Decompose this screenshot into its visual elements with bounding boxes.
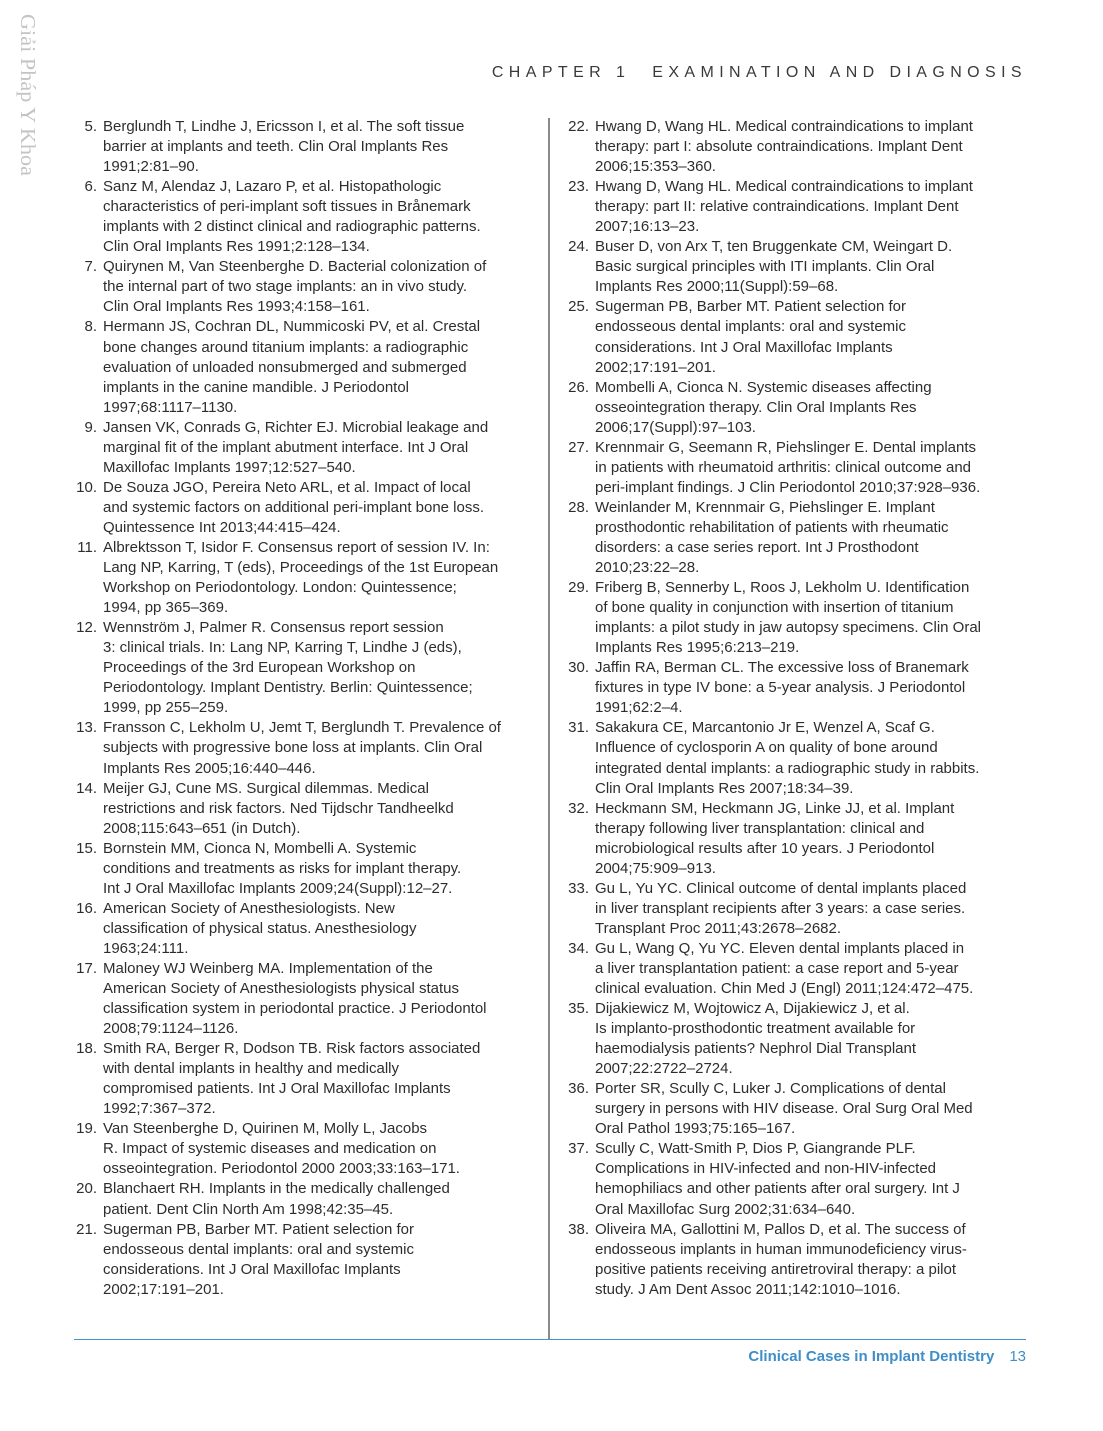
reference-number: 34. — [568, 939, 589, 957]
reference-number: 28. — [568, 498, 589, 516]
reference-text: Jaffin RA, Berman CL. The excessive loss of Branemark fixtures in type IV bone: a 5-year analysis. J Periodontol 1991;62:2–4. — [595, 659, 969, 717]
chapter-title: EXAMINATION AND DIAGNOSIS — [652, 64, 1027, 81]
reference-item — [566, 117, 1028, 177]
reference-item — [566, 658, 1028, 718]
reference-number: 35. — [568, 1000, 589, 1018]
reference-text: Oliveira MA, Gallottini M, Pallos D, et al. The success of endosseous implants in human immunodeficiency virus- positive patients receiving antiretroviral therapy: a pilot study. J Am Dent Assoc 2011;142:1010–1016. — [595, 1220, 967, 1298]
reference-number: 16. — [76, 899, 97, 917]
reference-item — [566, 498, 1028, 578]
reference-number: 10. — [76, 478, 97, 496]
reference-item — [74, 718, 534, 778]
reference-text: Albrektsson T, Isidor F. Consensus report of session IV. In: Lang NP, Karring, T (eds), Proceedings of the 1st European Workshop on Periodontology. London: Quintessence; 1994, pp 365–369. — [103, 538, 499, 617]
reference-text: Gu L, Wang Q, Yu YC. Eleven dental implants placed in a liver transplantation patient: a case report and 5-year clinical evaluation. Chin Med J (Engl) 2011;124:472–475. — [595, 939, 974, 998]
reference-text: American Society of Anesthesiologists. New classification of physical status. Anesthesiology 1963;24:111. — [103, 899, 417, 957]
reference-text: Dijakiewicz M, Wojtowicz A, Dijakiewicz J, et al. Is implanto-prosthodontic treatment available for haemodialysis patients? Nephrol Dial Transplant 2007;22:2722–2724. — [595, 1000, 917, 1078]
reference-number: 37. — [568, 1140, 589, 1158]
reference-item — [74, 538, 534, 618]
reference-number: 33. — [568, 879, 589, 897]
reference-text: Hwang D, Wang HL. Medical contraindications to implant therapy: part II: relative contraindications. Implant Dent 2007;16:13–23. — [595, 178, 973, 236]
book-title: Clinical Cases in Implant Dentistry — [748, 1348, 995, 1365]
reference-text: Heckmann SM, Heckmann JG, Linke JJ, et al. Implant therapy following liver transplantation: clinical and microbiological results after 10 years. J Periodontol 2004;75:909–913. — [595, 799, 955, 877]
reference-number: 17. — [76, 959, 97, 977]
reference-item — [74, 117, 534, 177]
reference-item — [566, 578, 1028, 658]
reference-item — [74, 1039, 534, 1119]
reference-number: 31. — [568, 719, 589, 737]
reference-item — [566, 1220, 1028, 1300]
reference-text: Sakakura CE, Marcantonio Jr E, Wenzel A, Scaf G. Influence of cyclosporin A on quality of bone around integrated dental implants: a radiographic study in rabbits. Clin Oral Implants Res 2007;18:34–39. — [595, 719, 980, 797]
reference-item — [74, 779, 534, 839]
reference-text: Wennström J, Palmer R. Consensus report session 3: clinical trials. In: Lang NP, Karring T, Lindhe J (eds), Proceedings of the 3rd European Workshop on Periodontology. Implant Dentistry. Berlin: Quintessence; 1999, pp 255–259. — [103, 619, 473, 717]
reference-number: 8. — [84, 318, 97, 336]
reference-text: Hwang D, Wang HL. Medical contraindications to implant therapy: part I: absolute contraindications. Implant Dent 2006;15:353–360. — [595, 118, 973, 176]
reference-item — [566, 879, 1028, 939]
reference-number: 18. — [76, 1040, 97, 1058]
watermark-text: Giải Pháp Y Khoa — [16, 14, 40, 167]
reference-number: 5. — [84, 118, 97, 135]
reference-number: 14. — [76, 779, 97, 797]
reference-item — [566, 237, 1028, 297]
reference-item — [74, 478, 534, 538]
reference-number: 36. — [568, 1080, 589, 1098]
reference-item — [566, 1139, 1028, 1219]
reference-text: Bornstein MM, Cionca N, Mombelli A. Systemic conditions and treatments as risks for implant therapy. Int J Oral Maxillofac Implants 2009;24(Suppl):12–27. — [103, 839, 462, 897]
page-footer — [748, 1348, 1026, 1365]
reference-item — [566, 718, 1028, 798]
reference-text: Jansen VK, Conrads G, Richter EJ. Microbial leakage and marginal fit of the implant abutment interface. Int J Oral Maxillofac Implants 1997;12:527–540. — [103, 418, 489, 476]
reference-item — [74, 959, 534, 1039]
reference-text: Porter SR, Scully C, Luker J. Complications of dental surgery in persons with HIV disease. Oral Surg Oral Med Oral Pathol 1993;75:165–167. — [595, 1080, 973, 1138]
reference-text: Mombelli A, Cionca N. Systemic diseases affecting osseointegration therapy. Clin Oral Implants Res 2006;17(Suppl):97–103. — [595, 378, 932, 436]
reference-number: 38. — [568, 1220, 589, 1238]
reference-item — [566, 177, 1028, 237]
reference-item — [566, 438, 1028, 498]
reference-text: De Souza JGO, Pereira Neto ARL, et al. Impact of local and systemic factors on additional peri-implant bone loss. Quintessence Int 2013;44:415–424. — [103, 478, 485, 536]
reference-number: 11. — [77, 538, 97, 556]
page-number: 13 — [1009, 1348, 1026, 1365]
reference-number: 12. — [76, 619, 97, 637]
reference-number: 21. — [76, 1220, 97, 1238]
reference-text: Quirynen M, Van Steenberghe D. Bacterial colonization of the internal part of two stage implants: an in vivo study. Clin Oral Implants Res 1993;4:158–161. — [103, 258, 487, 316]
reference-item — [74, 418, 534, 478]
reference-text: Sugerman PB, Barber MT. Patient selection for endosseous dental implants: oral and systemic considerations. Int J Oral Maxillofac Implants 2002;17:191–201. — [103, 1220, 415, 1298]
reference-number: 20. — [76, 1180, 97, 1198]
reference-item — [566, 999, 1028, 1079]
reference-number: 9. — [84, 418, 97, 436]
column-divider — [548, 118, 550, 1340]
reference-item — [74, 1179, 534, 1219]
reference-item — [74, 257, 534, 317]
reference-text: Gu L, Yu YC. Clinical outcome of dental implants placed in liver transplant recipients after 3 years: a case series. Transplant Proc 2011;43:2678–2682. — [595, 879, 967, 937]
reference-number: 13. — [76, 719, 97, 737]
reference-text: Meijer GJ, Cune MS. Surgical dilemmas. Medical restrictions and risk factors. Ned Tijdschr Tandheelkd 2008;115:643–651 (in Dutch). — [103, 779, 454, 837]
reference-item — [74, 839, 534, 899]
reference-text: Sanz M, Alendaz J, Lazaro P, et al. Histopathologic characteristics of peri-implant soft tissues in Brånemark implants with 2 distinct clinical and radiographic patterns. Clin Oral Implants Res 1991;2:128–134. — [103, 178, 481, 256]
reference-number: 26. — [568, 378, 589, 396]
chapter-header — [492, 64, 1027, 82]
reference-item — [566, 297, 1028, 377]
reference-text: Buser D, von Arx T, ten Bruggenkate CM, Weingart D. Basic surgical principles with ITI implants. Clin Oral Implants Res 2000;11(Suppl):59–68. — [595, 238, 953, 296]
reference-item — [566, 378, 1028, 438]
reference-text: Maloney WJ Weinberg MA. Implementation of the American Society of Anesthesiologists physical status classification system in periodontal practice. J Periodontol 2008;79:1124–1126. — [103, 959, 487, 1038]
reference-item — [566, 939, 1028, 999]
footer-rule — [74, 1339, 1026, 1340]
reference-item — [74, 1119, 534, 1179]
reference-number: 29. — [568, 579, 589, 597]
reference-text: Sugerman PB, Barber MT. Patient selection for endosseous dental implants: oral and systemic considerations. Int J Oral Maxillofac Implants 2002;17:191–201. — [595, 298, 907, 376]
reference-item — [74, 618, 534, 718]
reference-text: Weinlander M, Krennmair G, Piehslinger E. Implant prosthodontic rehabilitation of patients with rheumatic disorders: a case series report. Int J Prosthodont 2010;23:22–28. — [595, 498, 949, 577]
reference-item — [74, 317, 534, 417]
reference-number: 32. — [568, 799, 589, 817]
reference-number: 15. — [76, 839, 97, 857]
watermark-logo — [0, 8, 40, 178]
reference-text: Scully C, Watt-Smith P, Dios P, Giangrande PLF. Complications in HIV-infected and non-HIV-infected hemophiliacs and other patients after oral surgery. Int J Oral Maxillofac Surg 2002;31:634–640. — [595, 1140, 960, 1218]
reference-item — [566, 799, 1028, 879]
reference-text: Friberg B, Sennerby L, Roos J, Lekholm U. Identification of bone quality in conjunction with insertion of titanium implants: a pilot study in jaw autopsy specimens. Clin Oral Implants Res 1995;6:213–219. — [595, 579, 982, 657]
reference-item — [74, 177, 534, 257]
reference-list-right — [566, 117, 1028, 1300]
reference-number: 22. — [568, 118, 589, 135]
reference-text: Van Steenberghe D, Quirinen M, Molly L, Jacobs R. Impact of systemic diseases and medication on osseointegration. Periodontol 2000 2003;33:163–171. — [103, 1120, 460, 1178]
reference-item — [566, 1079, 1028, 1139]
reference-number: 7. — [84, 258, 97, 276]
reference-number: 19. — [76, 1120, 97, 1138]
reference-text: Fransson C, Lekholm U, Jemt T, Berglundh T. Prevalence of subjects with progressive bone loss at implants. Clin Oral Implants Res 2005;16:440–446. — [103, 719, 501, 777]
reference-text: Smith RA, Berger R, Dodson TB. Risk factors associated with dental implants in healthy and medically compromised patients. Int J Oral Maxillofac Implants 1992;7:367–372. — [103, 1040, 481, 1118]
reference-item — [74, 899, 534, 959]
reference-text: Krennmair G, Seemann R, Piehslinger E. Dental implants in patients with rheumatoid arthritis: clinical outcome and peri-implant findings. J Clin Periodontol 2010;37:928–936. — [595, 438, 981, 496]
reference-list-left — [74, 117, 534, 1300]
chapter-label: CHAPTER 1 — [491, 64, 631, 81]
reference-number: 30. — [568, 659, 589, 677]
reference-number: 24. — [568, 238, 589, 256]
reference-number: 27. — [568, 438, 589, 456]
reference-text: Blanchaert RH. Implants in the medically challenged patient. Dent Clin North Am 1998;42:35–45. — [103, 1180, 450, 1218]
reference-number: 6. — [84, 178, 97, 196]
reference-text: Hermann JS, Cochran DL, Nummicoski PV, et al. Crestal bone changes around titanium implants: a radiographic evaluation of unloaded nonsubmerged and submerged implants in the canine mandible. J Periodontol 1997;68:1117–1130. — [103, 318, 481, 416]
reference-item — [74, 1220, 534, 1300]
reference-number: 25. — [568, 298, 589, 316]
reference-text: Berglundh T, Lindhe J, Ericsson I, et al. The soft tissue barrier at implants and teeth. Clin Oral Implants Res 1991;2:81–90. — [103, 118, 465, 176]
reference-number: 23. — [568, 178, 589, 196]
